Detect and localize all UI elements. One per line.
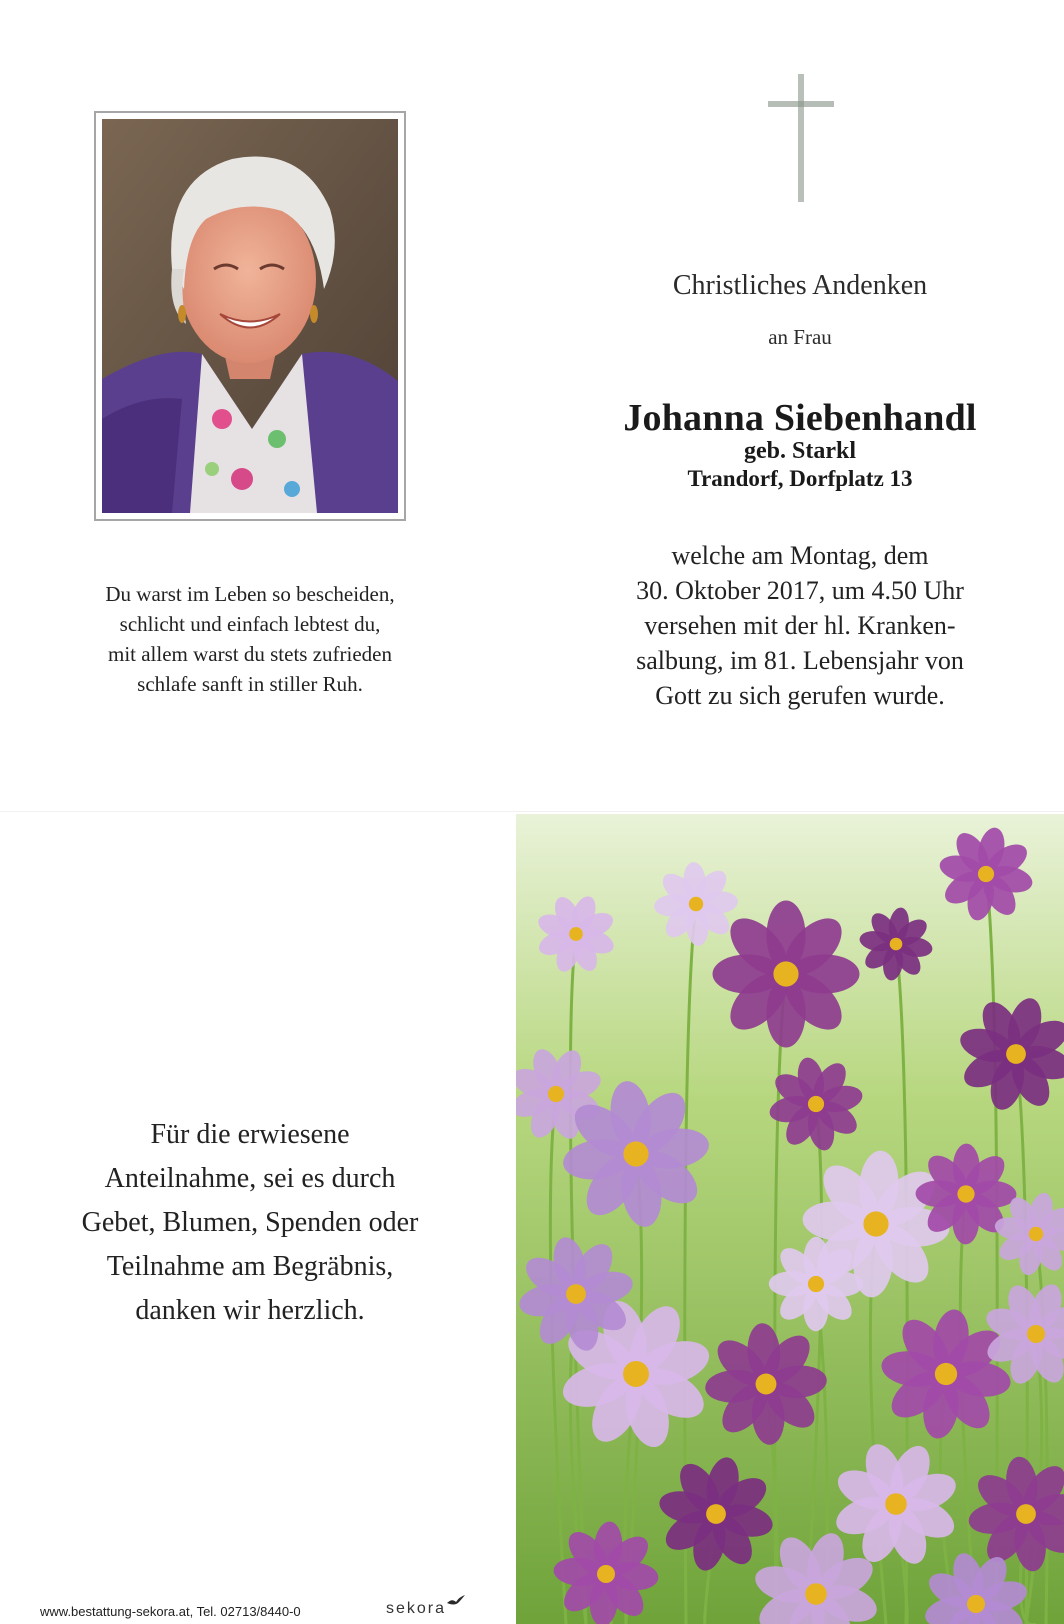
poem-line: schlicht und einfach lebtest du, <box>119 612 381 636</box>
thanks-message <box>40 1113 460 1333</box>
card-heading: Christliches Andenken <box>672 270 928 301</box>
latin-cross-icon <box>768 74 834 202</box>
death-notice <box>560 538 1040 713</box>
poem <box>60 579 440 699</box>
cosmos-flower <box>769 1237 864 1332</box>
footer-contact: www.bestattung-sekora.at, Tel. 02713/8440-0 <box>40 1604 301 1619</box>
deceased-name: Johanna Siebenhandl <box>623 397 977 439</box>
thanks-line: Teilnahme am Begräbnis, <box>106 1251 394 1282</box>
notice-line: salbung, im 81. Lebensjahr von <box>636 646 964 675</box>
poem-line: Du warst im Leben so bescheiden, <box>105 582 395 606</box>
salutation: an Frau <box>768 325 832 349</box>
thanks-line: Anteilnahme, sei es durch <box>104 1163 396 1194</box>
birth-name: geb. Starkl <box>743 438 856 464</box>
fold-divider <box>0 811 1064 812</box>
thanks-line: danken wir herzlich. <box>135 1295 365 1326</box>
bird-icon <box>446 1594 466 1608</box>
cosmos-flower-image <box>516 814 1064 1624</box>
notice-line: welche am Montag, dem <box>671 541 929 570</box>
cosmos-flower <box>713 901 860 1048</box>
poem-line: mit allem warst du stets zufrieden <box>107 642 392 666</box>
notice-line: Gott zu sich gerufen wurde. <box>655 681 945 710</box>
poem-line: schlafe sanft in stiller Ruh. <box>137 672 363 696</box>
address: Trandorf, Dorfplatz 13 <box>687 466 913 491</box>
notice-line: 30. Oktober 2017, um 4.50 Uhr <box>636 576 964 605</box>
notice-line: versehen mit der hl. Kranken- <box>644 611 956 640</box>
portrait-photo-frame <box>94 111 406 521</box>
brand-logo: sekora <box>386 1600 447 1617</box>
portrait-photo <box>102 119 398 513</box>
thanks-line: Für die erwiesene <box>150 1119 350 1150</box>
thanks-line: Gebet, Blumen, Spenden oder <box>81 1207 419 1238</box>
